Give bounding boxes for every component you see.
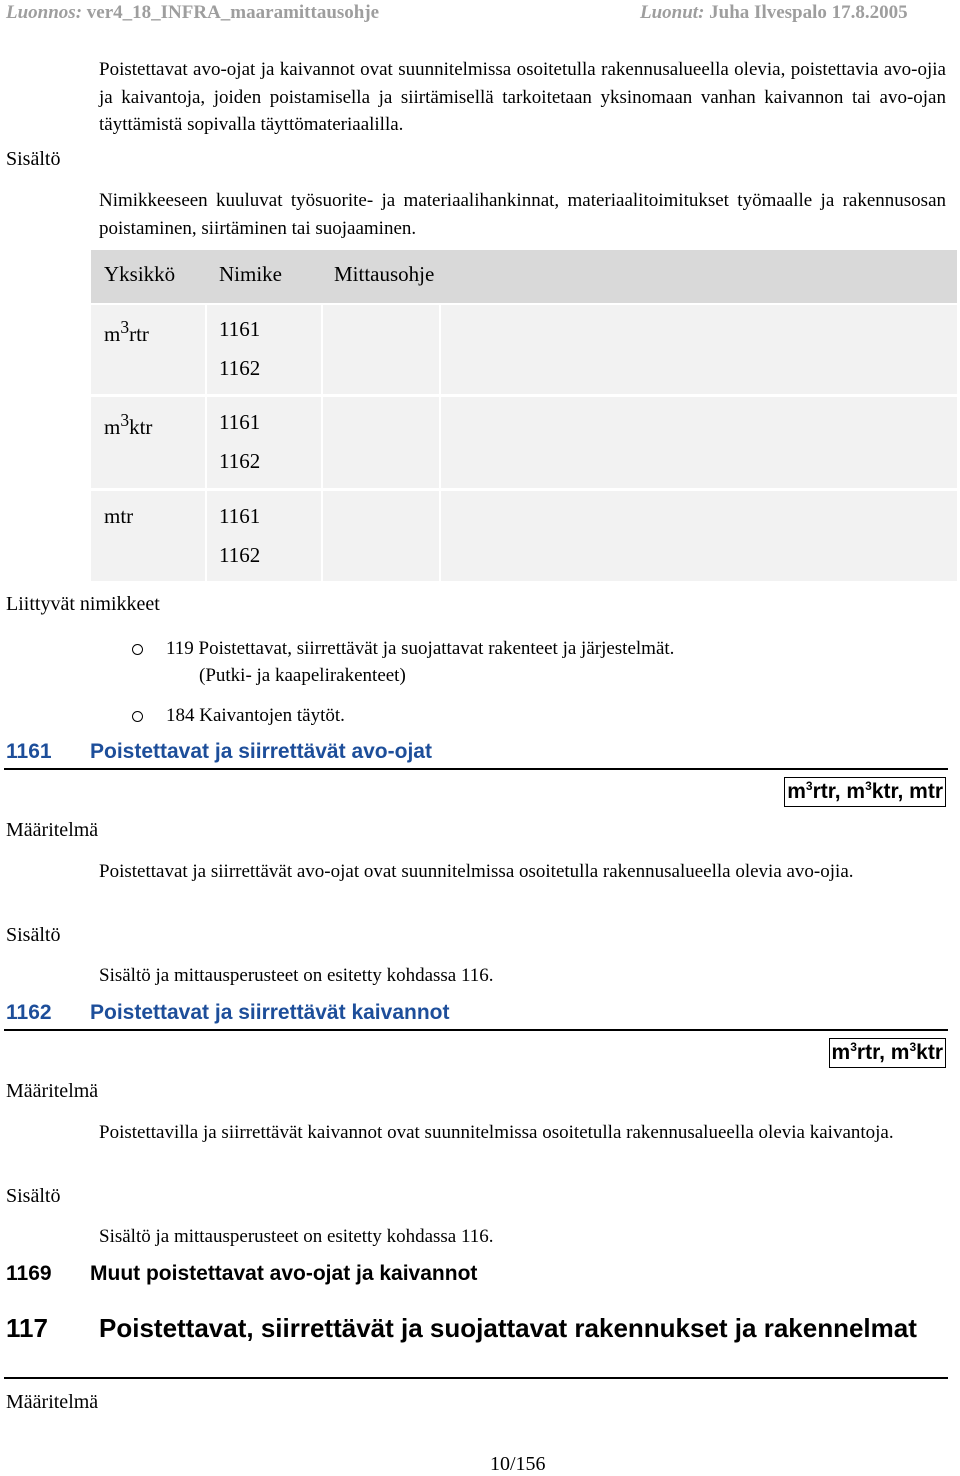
section-1161-number: 1161 bbox=[6, 740, 52, 763]
section-1161-definition-label: Määritelmä bbox=[6, 819, 99, 841]
table-row-item: 1161 bbox=[219, 317, 261, 341]
table-cell bbox=[441, 397, 957, 488]
section-117-definition-label: Määritelmä bbox=[6, 1391, 99, 1413]
table-row-item: 1161 bbox=[219, 410, 261, 434]
page-number: 10/156 bbox=[490, 1453, 546, 1475]
author-value: Juha Ilvespalo 17.8.2005 bbox=[709, 2, 908, 23]
intro-paragraph-1: Poistettavat avo-ojat ja kaivannot ovat suunnitelmissa osoitetulla rakennusalueella olevia, poistettavia avo-ojia ja kaivantoja, joiden poistamisella ja siirtämisellä tarkoitetaan yksinomaan vanhan kaivannon tai avo-ojan täyttämistä sopivalla täyttömateriaalilla. bbox=[99, 59, 946, 135]
section-1161-content: Sisältö ja mittausperusteet on esitetty kohdassa 116. bbox=[99, 965, 494, 986]
table-row-unit: $m^3rtr$ bbox=[104, 317, 149, 346]
section-1162-content-label: Sisältö bbox=[6, 1185, 61, 1207]
table-row-unit: mtr bbox=[104, 504, 134, 528]
section-1161-unit-box: $m^3rtr$, $m^3ktr$, mtr bbox=[784, 777, 946, 807]
section-1169-number: 1169 bbox=[6, 1262, 52, 1285]
section-1169-title: Muut poistettavat avo-ojat ja kaivannot bbox=[90, 1262, 478, 1285]
bullet-circle-icon bbox=[132, 644, 143, 655]
related-label: Liittyvät nimikkeet bbox=[6, 593, 160, 615]
section-1162-definition-label: Määritelmä bbox=[6, 1080, 99, 1102]
section-1161-definition: Poistettavat ja siirrettävät avo-ojat ovat suunnitelmissa osoitetulla rakennusalueella olevia avo-ojia. bbox=[99, 861, 854, 882]
related-item-2: 184 Kaivantojen täytöt. bbox=[166, 705, 345, 726]
section-1161-title: Poistettavat ja siirrettävät avo-ojat bbox=[90, 740, 432, 763]
table-row-item: 1161 bbox=[219, 504, 261, 528]
section-divider bbox=[4, 1029, 948, 1031]
table-header-item: Nimike bbox=[219, 262, 282, 286]
intro-paragraph-2: Nimikkeeseen kuuluvat työsuorite- ja materiaalihankinnat, materiaalitoimitukset työmaalle ja rakennusosan poistaminen, siirtäminen tai suojaaminen. bbox=[99, 190, 946, 239]
section-divider bbox=[4, 768, 948, 770]
page-header-author bbox=[640, 2, 908, 24]
table-header-unit: Yksikkö bbox=[104, 262, 176, 286]
table-header-instruction: Mittausohje bbox=[334, 262, 435, 286]
section-117-number: 117 bbox=[6, 1313, 48, 1343]
table-cell bbox=[441, 491, 957, 581]
section-1162-title: Poistettavat ja siirrettävät kaivannot bbox=[90, 1001, 450, 1024]
related-item-1-line1: 119 Poistettavat, siirrettävät ja suojattavat rakenteet ja järjestelmät. bbox=[166, 638, 675, 659]
table-cell bbox=[323, 305, 439, 394]
section-divider bbox=[4, 1377, 948, 1379]
table-row-item: 1162 bbox=[219, 449, 261, 473]
section-1162-unit-box: $m^3rtr$, $m^3ktr$ bbox=[829, 1038, 946, 1068]
author-label: Luonut: bbox=[640, 2, 705, 23]
table-row-unit: $m^3ktr$ bbox=[104, 410, 153, 439]
draft-label: Luonnos: bbox=[6, 2, 83, 23]
table-cell bbox=[323, 491, 439, 581]
section-1162-content: Sisältö ja mittausperusteet on esitetty kohdassa 116. bbox=[99, 1226, 494, 1247]
related-item-1-line2: (Putki- ja kaapelirakenteet) bbox=[199, 665, 406, 686]
table-cell bbox=[441, 305, 957, 394]
table-row-item: 1162 bbox=[219, 543, 261, 567]
table-row-item: 1162 bbox=[219, 356, 261, 380]
draft-value: ver4_18_INFRA_maaramittausohje bbox=[86, 2, 380, 23]
section-1162-number: 1162 bbox=[6, 1001, 52, 1024]
section-117-title: Poistettavat, siirrettävät ja suojattavat rakennukset ja rakennelmat bbox=[99, 1313, 917, 1343]
section-1161-content-label: Sisältö bbox=[6, 924, 61, 946]
page-header-draft bbox=[6, 2, 379, 24]
section-1162-definition: Poistettavilla ja siirrettävät kaivannot ovat suunnitelmissa osoitetulla rakennusalueella olevia kaivantoja. bbox=[99, 1122, 894, 1143]
intro-content-label: Sisältö bbox=[6, 148, 61, 170]
table-cell bbox=[323, 397, 439, 488]
bullet-circle-icon bbox=[132, 711, 143, 722]
